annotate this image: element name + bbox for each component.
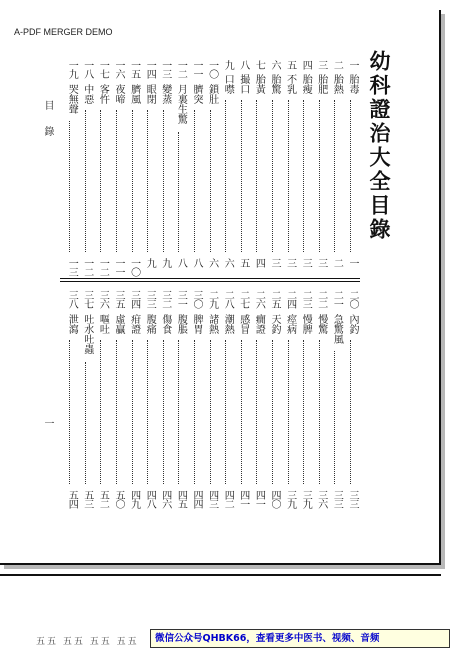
toc-entry: [141, 290, 155, 514]
toc-entry: [266, 290, 280, 514]
entry-title: 撮口: [237, 74, 249, 94]
toc-entry: [110, 290, 124, 514]
toc-entry: [313, 60, 327, 282]
toc-entry: [204, 60, 218, 282]
page-shadow-bottom: [4, 565, 445, 569]
entry-number: 五: [284, 60, 296, 69]
entry-number: 三六: [97, 290, 109, 308]
entry-page: 一〇: [128, 258, 140, 276]
entry-page: 五二: [97, 490, 109, 508]
leader-dots: [256, 100, 257, 252]
toc-entry: [250, 60, 264, 282]
entry-page: 三: [284, 258, 296, 267]
toc-entry: [188, 60, 202, 282]
toc-entry: [79, 60, 93, 282]
entry-title: 胎熱: [331, 74, 343, 94]
leader-dots: [241, 100, 242, 252]
side-mark-mu: 目: [42, 100, 53, 110]
watermark-text: A-PDF MERGER DEMO: [14, 27, 113, 37]
leader-dots: [334, 100, 335, 252]
entry-number: 二三: [300, 290, 312, 308]
entry-page: 四四: [191, 490, 202, 508]
entry-number: 三四: [128, 290, 140, 308]
toc-entry: [328, 290, 342, 514]
entry-page: 四二: [222, 490, 234, 508]
entry-number: 二〇: [347, 290, 358, 308]
book-title: 幼科證治大全目錄: [367, 50, 392, 242]
toc-entry: [328, 60, 342, 282]
entry-title: 疳證: [128, 314, 140, 334]
entry-title: 夜啼: [113, 84, 124, 104]
entry-number: 二: [331, 60, 343, 69]
entry-number: 一六: [113, 60, 124, 78]
entry-number: 三: [315, 60, 327, 69]
entry-page: 五: [237, 258, 249, 267]
toc-entry: [219, 60, 233, 282]
entry-number: 二六: [253, 290, 265, 308]
toc-entry: [235, 60, 249, 282]
toc-entry: [250, 290, 264, 514]
leader-dots: [334, 351, 335, 484]
entry-title: 癇證: [253, 314, 265, 334]
entry-page: 三三: [331, 490, 343, 508]
entry-title: 臍突: [191, 84, 202, 104]
entry-page: 二: [331, 258, 343, 267]
toc-entry: [204, 290, 218, 514]
entry-title: 變蒸: [159, 84, 171, 104]
entry-title: 口噤: [222, 74, 234, 94]
entry-title: 中惡: [81, 84, 93, 104]
entry-title: 月裏生驚: [175, 84, 187, 124]
entry-title: 腹痛: [144, 314, 156, 334]
leader-dots: [303, 100, 304, 252]
entry-number: 九: [222, 60, 234, 69]
toc-entry: [235, 290, 249, 514]
entry-title: 內釣: [347, 314, 358, 334]
leader-dots: [178, 132, 179, 252]
leader-dots: [319, 340, 320, 484]
entry-number: 三一: [175, 290, 187, 308]
entry-number: 二九: [206, 290, 218, 308]
entry-page: 一: [347, 258, 358, 267]
entry-number: 一七: [97, 60, 109, 78]
entry-number: 三八: [66, 290, 78, 308]
leader-dots: [256, 340, 257, 484]
leader-dots: [210, 340, 211, 484]
leader-dots: [69, 340, 70, 484]
leader-dots: [210, 110, 211, 252]
entry-title: 胎肥: [315, 74, 327, 94]
promo-banner: 微信公众号QHBK66，查看更多中医书、视频、音频: [150, 629, 450, 648]
leader-dots: [69, 121, 70, 252]
entry-page: 六: [222, 258, 234, 267]
entry-number: 四: [300, 60, 312, 69]
entry-title: 泄瀉: [66, 314, 78, 334]
entry-number: 一二: [175, 60, 187, 78]
leader-dots: [85, 362, 86, 484]
toc-entry: [344, 60, 358, 282]
entry-number: 六: [269, 60, 280, 69]
toc-entry: [79, 290, 93, 514]
leader-dots: [225, 340, 226, 484]
entry-page: 一二: [81, 258, 93, 276]
leader-dots: [163, 110, 164, 252]
side-mark-page: 一: [42, 418, 53, 428]
entry-number: 二一: [331, 290, 343, 308]
entry-number: 一一: [191, 60, 202, 78]
next-page-numbers: 五五 五五 五五 五五: [36, 637, 139, 647]
entry-title: 痙病: [284, 314, 296, 334]
entry-number: 二四: [284, 290, 296, 308]
entry-title: 吐水吐蟲: [81, 314, 93, 354]
entry-page: 八: [191, 258, 202, 267]
toc-entry: [188, 290, 202, 514]
entry-title: 眼閉: [144, 84, 156, 104]
entry-title: 諸熱: [206, 314, 218, 334]
entry-page: 五〇: [113, 490, 124, 508]
entry-title: 慢驚: [315, 314, 327, 334]
leader-dots: [225, 100, 226, 252]
entry-page: 九: [144, 258, 156, 267]
leader-dots: [272, 100, 273, 252]
leader-dots: [272, 340, 273, 484]
leader-dots: [85, 110, 86, 252]
entry-page: 三九: [300, 490, 312, 508]
entry-title: 不乳: [284, 74, 296, 94]
toc-entry: [172, 290, 186, 514]
entry-title: 胎驚: [269, 74, 280, 94]
entry-page: 三三: [347, 490, 358, 508]
leader-dots: [163, 340, 164, 484]
entry-number: 一三: [159, 60, 171, 78]
toc-entry: [282, 60, 296, 282]
entry-title: 天釣: [269, 314, 280, 334]
page-shadow-right: [441, 14, 445, 568]
toc-entry: [63, 290, 77, 514]
entry-title: 鎖肚: [206, 84, 218, 104]
toc-entry: [297, 60, 311, 282]
entry-page: 一三: [66, 258, 78, 276]
entry-title: 腹脹: [175, 314, 187, 334]
toc-entry: [110, 60, 124, 282]
entry-page: 四六: [159, 490, 171, 508]
entry-page: 四: [253, 258, 265, 267]
leader-dots: [241, 340, 242, 484]
toc-entry: [157, 290, 171, 514]
entry-page: 三九: [284, 490, 296, 508]
toc-entry: [94, 290, 108, 514]
toc-entry: [297, 290, 311, 514]
entry-page: 四五: [175, 490, 187, 508]
side-mark-lu: 錄: [42, 126, 53, 136]
entry-page: 九: [159, 258, 171, 267]
entry-number: 一: [347, 60, 358, 69]
entry-number: 三七: [81, 290, 93, 308]
entry-page: 六: [206, 258, 218, 267]
leader-dots: [132, 340, 133, 484]
leader-dots: [288, 340, 289, 484]
toc-entry: [219, 290, 233, 514]
entry-number: 二五: [269, 290, 280, 308]
toc-entry: [172, 60, 186, 282]
toc-entry: [141, 60, 155, 282]
entry-number: 一五: [128, 60, 140, 78]
toc-entry: [94, 60, 108, 282]
leader-dots: [116, 340, 117, 484]
entry-page: 三六: [315, 490, 327, 508]
entry-title: 胎黃: [253, 74, 265, 94]
leader-dots: [147, 110, 148, 252]
entry-number: 三三: [144, 290, 156, 308]
toc-entry: [266, 60, 280, 282]
entry-title: 慢脾: [300, 314, 312, 334]
entry-number: 三二: [159, 290, 171, 308]
leader-dots: [178, 340, 179, 484]
entry-number: 一〇: [206, 60, 218, 78]
entry-page: 四三: [206, 490, 218, 508]
entry-page: 四八: [144, 490, 156, 508]
entry-number: 二七: [237, 290, 249, 308]
leader-dots: [350, 100, 351, 252]
entry-number: 二八: [222, 290, 234, 308]
entry-number: 三五: [113, 290, 124, 308]
leader-dots: [319, 100, 320, 252]
entry-title: 感冒: [237, 314, 249, 334]
entry-page: 四九: [128, 490, 140, 508]
entry-page: 四〇: [269, 490, 280, 508]
leader-dots: [303, 340, 304, 484]
leader-dots: [147, 340, 148, 484]
toc-entry: [282, 290, 296, 514]
toc-entry: [157, 60, 171, 282]
entry-title: 客忤: [97, 84, 109, 104]
toc-entry: [126, 290, 140, 514]
entry-number: 一八: [81, 60, 93, 78]
entry-title: 臍風: [128, 84, 140, 104]
leader-dots: [288, 100, 289, 252]
entry-number: 七: [253, 60, 265, 69]
entry-title: 胎瘦: [300, 74, 312, 94]
entry-page: 三: [315, 258, 327, 267]
entry-number: 三〇: [191, 290, 202, 308]
leader-dots: [194, 110, 195, 252]
leader-dots: [100, 340, 101, 484]
entry-page: 三: [269, 258, 280, 267]
leader-dots: [100, 110, 101, 252]
entry-number: 二二: [315, 290, 327, 308]
toc-entry: [126, 60, 140, 282]
entry-number: 八: [237, 60, 249, 69]
entry-page: 八: [175, 258, 187, 267]
entry-title: 急驚風: [331, 314, 343, 344]
entry-title: 胎毒: [347, 74, 358, 94]
entry-page: 四一: [253, 490, 265, 508]
leader-dots: [116, 110, 117, 252]
leader-dots: [350, 340, 351, 484]
entry-page: 五三: [81, 490, 93, 508]
entry-page: 一一: [113, 258, 124, 276]
leader-dots: [132, 110, 133, 252]
entry-title: 傷食: [159, 314, 171, 334]
entry-title: 虛贏: [113, 314, 124, 334]
entry-page: 三: [300, 258, 312, 267]
entry-number: 一九: [66, 60, 78, 78]
toc-entry: [63, 60, 77, 282]
leader-dots: [194, 340, 195, 484]
entry-title: 嘔吐: [97, 314, 109, 334]
entry-title: 脾胃: [191, 314, 202, 334]
entry-page: 五四: [66, 490, 78, 508]
toc-entry: [313, 290, 327, 514]
entry-number: 一四: [144, 60, 156, 78]
entry-page: 一二: [97, 258, 109, 276]
entry-page: 四一: [237, 490, 249, 508]
entry-title: 潮熱: [222, 314, 234, 334]
entry-title: 哭無聲: [66, 84, 78, 114]
toc-entry: [344, 290, 358, 514]
